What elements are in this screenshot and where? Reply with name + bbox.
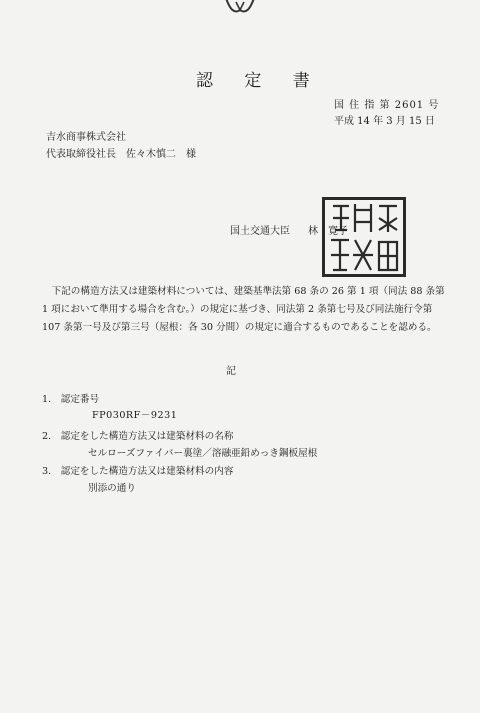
body-line: 107 条第一号及び第三号（屋根：各 30 分間）の規定に適合するものであることを認める。	[42, 322, 437, 333]
body-line: 1 項において準用する場合を含む。）の規定に基づき、同法第 2 条第七号及び同法施行令第	[42, 304, 433, 315]
certificate-body-text	[42, 283, 452, 337]
item-1-value: FP030RF－9231	[92, 410, 178, 421]
issuer-name: 林 寛子	[308, 226, 348, 237]
document-title: 認 定 書	[196, 71, 323, 91]
issue-date: 平成 14 年 3 月 15 日	[334, 116, 435, 127]
punch-hole-mark	[222, 0, 258, 23]
body-line: 下記の構造方法又は建築材料については、建築基準法第 68 条の 26 第 1 項（同法 88 条第	[42, 286, 445, 297]
item-1-heading: 1. 認定番号	[42, 394, 100, 405]
issuer-title: 国土交通大臣	[230, 226, 290, 237]
item-3-heading: 3. 認定をした構造方法又は建築材料の内容	[42, 466, 234, 477]
ki-heading: 記	[226, 366, 236, 377]
item-3-value: 別添の通り	[88, 483, 136, 494]
addressee-representative: 代表取締役社長 佐々木慎二 様	[46, 149, 196, 160]
item-2-value: セルローズファイバー裏塗／溶融亜鉛めっき鋼板屋根	[88, 448, 318, 459]
official-seal-stamp	[322, 197, 406, 277]
certificate-number: 国 住 指 第 2601 号	[334, 100, 440, 111]
addressee-company: 吉水商事株式会社	[46, 132, 126, 143]
item-2-heading: 2. 認定をした構造方法又は建築材料の名称	[42, 431, 234, 442]
